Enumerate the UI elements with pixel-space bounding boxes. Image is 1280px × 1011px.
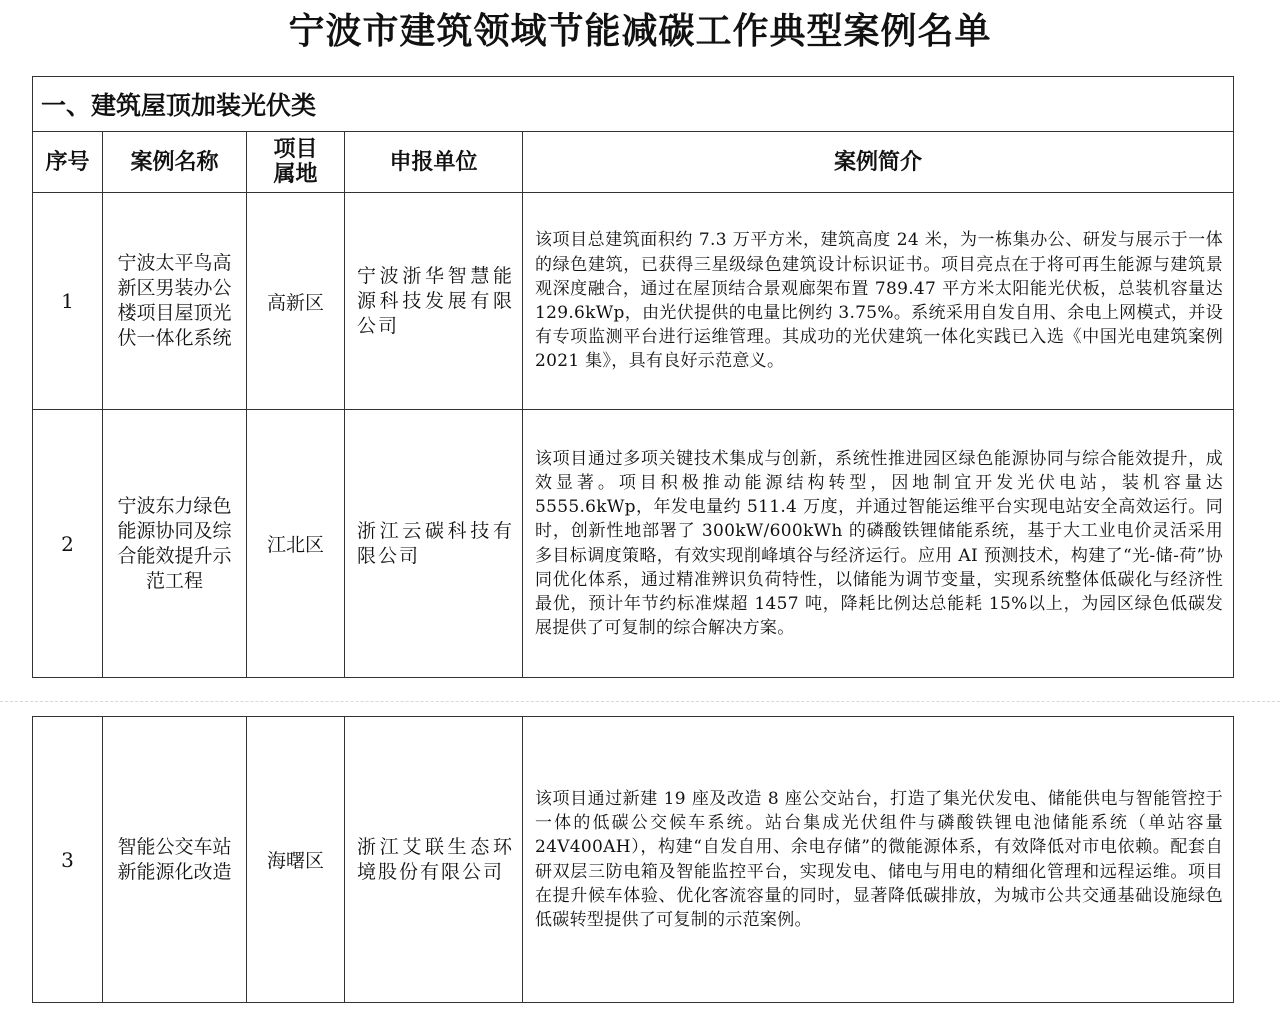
header-row [33, 132, 1234, 193]
applicant-unit: 浙江云碳科技有限公司 [345, 410, 523, 678]
row-number: 3 [33, 717, 103, 1003]
project-location: 海曙区 [247, 717, 345, 1003]
case-table-part-1 [32, 76, 1234, 678]
section-row [33, 77, 1234, 132]
page-title: 宁波市建筑领域节能减碳工作典型案例名单 [288, 11, 992, 52]
header-place [247, 132, 345, 193]
project-location: 高新区 [247, 193, 345, 410]
row-number: 2 [33, 410, 103, 678]
case-description: 该项目通过多项关键技术集成与创新，系统性推进园区绿色能源协同与综合能效提升，成效显著。项目积极推动能源结构转型，因地制宜开发光伏电站，装机容量达 5555.6kWp，年发电量约 511.4 万度，并通过智能运维平台实现电站安全高效运行。同时，创新性地部署了 300kW/600kWh 的磷酸铁锂储能系统，基于大工业电价灵活采用多目标调度策略，有效实现削峰填谷与经济运行。应用 AI 预测技术，构建了“光-储-荷”协同优化体系，通过精准辨识负荷特性，以储能为调节变量，实现系统整体低碳化与经济性最优，预计年节约标准煤超 1457 吨，降耗比例达总能耗 15%以上，为园区绿色低碳发展提供了可复制的综合解决方案。 [523, 410, 1234, 678]
applicant-unit: 浙江艾联生态环境股份有限公司 [345, 717, 523, 1003]
table-row [33, 193, 1234, 410]
case-name: 宁波东力绿色能源协同及综合能效提升示范工程 [103, 410, 247, 678]
case-name: 宁波太平鸟高新区男装办公楼项目屋顶光伏一体化系统 [103, 193, 247, 410]
row-number: 1 [33, 193, 103, 410]
section-heading: 一、建筑屋顶加装光伏类 [33, 77, 1234, 132]
header-no: 序号 [33, 132, 103, 193]
header-unit: 申报单位 [345, 132, 523, 193]
case-table-part-2 [32, 716, 1234, 1003]
applicant-unit: 宁波浙华智慧能源科技发展有限公司 [345, 193, 523, 410]
case-description: 该项目总建筑面积约 7.3 万平方米，建筑高度 24 米，为一栋集办公、研发与展示于一体的绿色建筑，已获得三星级绿色建筑设计标识证书。项目亮点在于将可再生能源与建筑景观深度融合，通过在屋顶结合景观廊架布置 789.47 平方米太阳能光伏板，总装机容量达 129.6kWp，由光伏提供的电量比例约 3.75%。系统采用自发自用、余电上网模式，并设有专项监测平台进行运维管理。其成功的光伏建筑一体化实践已入选《中国光电建筑案例 2021 集》，具有良好示范意义。 [523, 193, 1234, 410]
header-intro: 案例简介 [523, 132, 1234, 193]
case-name: 智能公交车站新能源化改造 [103, 717, 247, 1003]
table-row [33, 717, 1234, 1003]
table-row [33, 410, 1234, 678]
project-location: 江北区 [247, 410, 345, 678]
page-break-divider [0, 701, 1280, 702]
header-name: 案例名称 [103, 132, 247, 193]
case-description: 该项目通过新建 19 座及改造 8 座公交站台，打造了集光伏发电、储能供电与智能管控于一体的低碳公交候车系统。站台集成光伏组件与磷酸铁锂电池储能系统（单站容量 24V400AH），构建“自发自用、余电存储”的微能源体系，有效降低对市电依赖。配套自研双层三防电箱及智能监控平台，实现发电、储电与用电的精细化管理和远程运维。项目在提升候车体验、优化客流容量的同时，显著降低碳排放，为城市公共交通基础设施绿色低碳转型提供了可复制的示范案例。 [523, 717, 1234, 1003]
header-place-text: 项目属地 [273, 137, 318, 187]
